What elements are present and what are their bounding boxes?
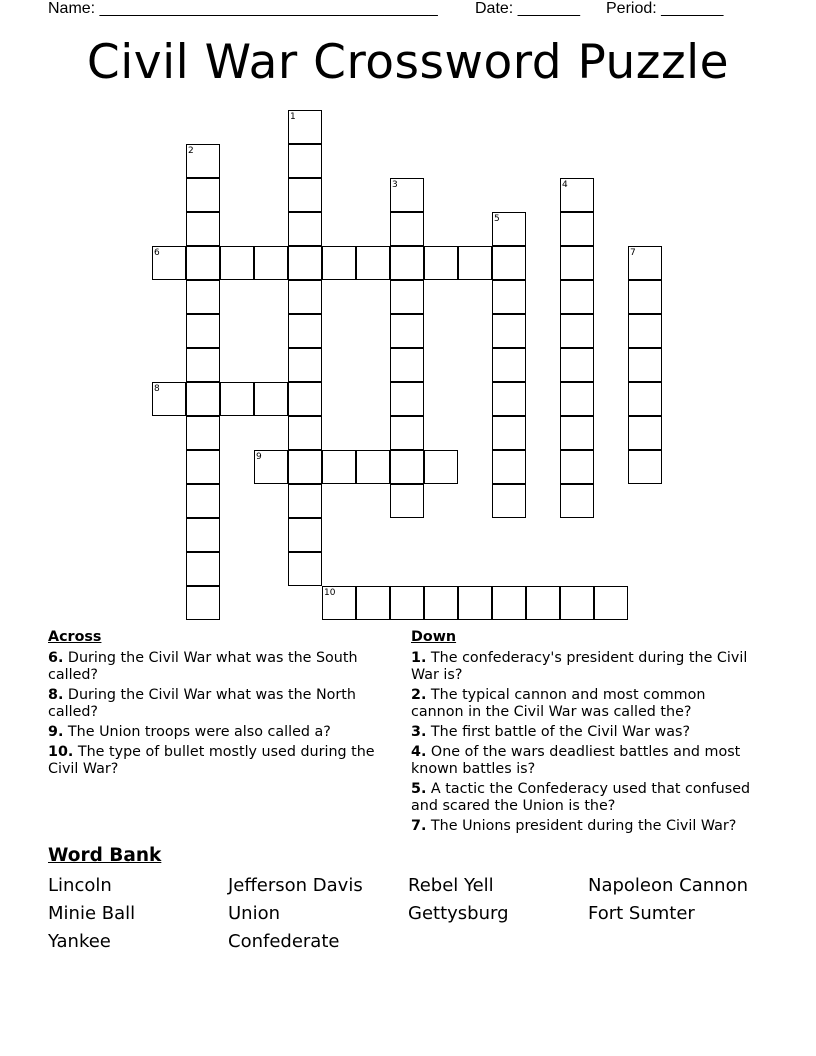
crossword-cell[interactable] <box>186 484 220 518</box>
crossword-cell[interactable] <box>186 212 220 246</box>
down-clue <box>411 818 761 835</box>
across-clue-text: During the Civil War what was the North called? <box>48 687 356 720</box>
crossword-cell[interactable] <box>288 382 322 416</box>
crossword-cell[interactable] <box>492 586 526 620</box>
crossword-cell[interactable] <box>560 280 594 314</box>
crossword-cell[interactable] <box>492 450 526 484</box>
crossword-cell[interactable] <box>390 246 424 280</box>
clue-number-6: 6 <box>154 248 160 258</box>
crossword-cell[interactable] <box>390 586 424 620</box>
down-clue <box>411 781 761 815</box>
crossword-cell[interactable] <box>560 586 594 620</box>
down-clue <box>411 650 761 684</box>
crossword-cell[interactable] <box>186 246 220 280</box>
down-clue <box>411 744 761 778</box>
down-clue-text: One of the wars deadliest battles and most known battles is? <box>411 744 741 777</box>
crossword-cell[interactable] <box>356 586 390 620</box>
across-heading: Across <box>48 629 102 645</box>
crossword-cell[interactable] <box>390 280 424 314</box>
crossword-cell[interactable] <box>186 348 220 382</box>
crossword-cell[interactable] <box>288 484 322 518</box>
crossword-cell[interactable] <box>492 484 526 518</box>
crossword-cell[interactable] <box>254 246 288 280</box>
down-clue-number: 4. <box>411 744 427 760</box>
crossword-cell[interactable] <box>322 450 356 484</box>
crossword-cell[interactable] <box>186 552 220 586</box>
crossword-cell[interactable] <box>186 450 220 484</box>
clue-number-2: 2 <box>188 146 194 156</box>
word-bank-item: Confederate <box>228 931 340 952</box>
clue-number-7: 7 <box>630 248 636 258</box>
across-clue-text: The type of bullet mostly used during the Civil War? <box>48 744 375 777</box>
crossword-cell[interactable] <box>220 246 254 280</box>
crossword-cell[interactable] <box>288 212 322 246</box>
crossword-cell[interactable] <box>492 348 526 382</box>
crossword-cell[interactable] <box>628 450 662 484</box>
crossword-cell[interactable] <box>186 416 220 450</box>
across-clue <box>48 744 393 778</box>
across-clue <box>48 687 393 721</box>
crossword-cell[interactable] <box>560 450 594 484</box>
down-clue <box>411 687 761 721</box>
crossword-cell[interactable] <box>288 518 322 552</box>
crossword-cell[interactable] <box>424 586 458 620</box>
crossword-cell[interactable] <box>254 382 288 416</box>
crossword-cell[interactable] <box>390 314 424 348</box>
crossword-cell[interactable] <box>560 246 594 280</box>
down-clue-number: 1. <box>411 650 427 666</box>
clue-number-10: 10 <box>324 588 336 598</box>
across-clue-text: The Union troops were also called a? <box>63 724 331 740</box>
across-clues <box>48 629 393 781</box>
crossword-cell[interactable] <box>424 450 458 484</box>
crossword-cell[interactable] <box>390 382 424 416</box>
crossword-cell[interactable] <box>628 416 662 450</box>
across-clue-number: 9. <box>48 724 64 740</box>
clue-number-8: 8 <box>154 384 160 394</box>
word-bank-item: Fort Sumter <box>588 903 695 924</box>
crossword-cell[interactable] <box>186 382 220 416</box>
down-clue-number: 3. <box>411 724 427 740</box>
word-bank-item: Napoleon Cannon <box>588 875 748 896</box>
crossword-cell[interactable] <box>288 144 322 178</box>
crossword-cell[interactable] <box>288 552 322 586</box>
down-clue-number: 2. <box>411 687 427 703</box>
crossword-cell[interactable] <box>186 178 220 212</box>
page-title: Civil War Crossword Puzzle <box>86 35 730 90</box>
across-clue-number: 10. <box>48 744 74 760</box>
crossword-cell[interactable] <box>356 246 390 280</box>
crossword-cell[interactable] <box>186 518 220 552</box>
down-clue-list <box>411 650 761 835</box>
crossword-cell[interactable] <box>492 382 526 416</box>
crossword-cell[interactable] <box>628 314 662 348</box>
clue-number-9: 9 <box>256 452 262 462</box>
date-field-label[interactable]: Date: _______ <box>475 0 580 17</box>
word-bank-item: Rebel Yell <box>408 875 494 896</box>
period-field-label[interactable]: Period: _______ <box>606 0 724 17</box>
crossword-cell[interactable] <box>390 212 424 246</box>
crossword-cell[interactable] <box>492 246 526 280</box>
across-clue <box>48 650 393 684</box>
clue-number-5: 5 <box>494 214 500 224</box>
crossword-cell[interactable] <box>322 246 356 280</box>
crossword-cell[interactable] <box>390 450 424 484</box>
crossword-cell[interactable] <box>356 450 390 484</box>
crossword-cell[interactable] <box>424 246 458 280</box>
crossword-cell[interactable] <box>492 416 526 450</box>
down-clue-number: 5. <box>411 781 427 797</box>
crossword-cell[interactable] <box>390 484 424 518</box>
crossword-cell[interactable] <box>288 314 322 348</box>
crossword-cell[interactable] <box>186 586 220 620</box>
crossword-cell[interactable] <box>560 348 594 382</box>
across-clue-number: 6. <box>48 650 64 666</box>
across-clue <box>48 724 393 741</box>
down-clue <box>411 724 761 741</box>
crossword-cell[interactable] <box>628 348 662 382</box>
crossword-cell[interactable] <box>492 280 526 314</box>
crossword-cell[interactable] <box>186 280 220 314</box>
crossword-cell[interactable] <box>492 314 526 348</box>
word-bank-item: Gettysburg <box>408 903 509 924</box>
crossword-cell[interactable] <box>390 348 424 382</box>
down-clues <box>411 629 761 838</box>
word-bank-item: Minie Ball <box>48 903 136 924</box>
down-clue-text: A tactic the Confederacy used that confused and scared the Union is the? <box>411 781 751 814</box>
crossword-cell[interactable] <box>594 586 628 620</box>
crossword-cell[interactable] <box>288 280 322 314</box>
across-clue-list <box>48 650 393 778</box>
word-bank-item: Union <box>228 903 281 924</box>
clue-number-1: 1 <box>290 112 296 122</box>
crossword-cell[interactable] <box>288 246 322 280</box>
word-bank-title: Word Bank <box>48 845 162 866</box>
crossword-cell[interactable] <box>186 314 220 348</box>
word-bank-item: Lincoln <box>48 875 112 896</box>
crossword-cell[interactable] <box>628 280 662 314</box>
crossword-cell[interactable] <box>458 246 492 280</box>
across-clue-number: 8. <box>48 687 64 703</box>
crossword-cell[interactable] <box>628 382 662 416</box>
across-clue-text: During the Civil War what was the South called? <box>48 650 358 683</box>
crossword-cell[interactable] <box>288 178 322 212</box>
crossword-cell[interactable] <box>288 450 322 484</box>
down-clue-text: The first battle of the Civil War was? <box>426 724 691 740</box>
crossword-cell[interactable] <box>560 416 594 450</box>
clue-number-4: 4 <box>562 180 568 190</box>
name-field-label[interactable]: Name: ______________________________________ <box>48 0 438 17</box>
crossword-cell[interactable] <box>560 484 594 518</box>
crossword-cell[interactable] <box>288 416 322 450</box>
down-clue-text: The confederacy's president during the Civil War is? <box>411 650 748 683</box>
down-heading: Down <box>411 629 457 645</box>
clue-number-3: 3 <box>392 180 398 190</box>
crossword-cell[interactable] <box>390 416 424 450</box>
word-bank-item: Yankee <box>48 931 111 952</box>
down-clue-number: 7. <box>411 818 427 834</box>
down-clue-text: The typical cannon and most common cannon in the Civil War was called the? <box>411 687 706 720</box>
crossword-cell[interactable] <box>560 212 594 246</box>
crossword-cell[interactable] <box>560 314 594 348</box>
crossword-cell[interactable] <box>458 586 492 620</box>
down-clue-text: The Unions president during the Civil War? <box>426 818 737 834</box>
word-bank-item: Jefferson Davis <box>228 875 363 896</box>
crossword-cell[interactable] <box>220 382 254 416</box>
crossword-cell[interactable] <box>288 348 322 382</box>
crossword-cell[interactable] <box>560 382 594 416</box>
crossword-cell[interactable] <box>526 586 560 620</box>
